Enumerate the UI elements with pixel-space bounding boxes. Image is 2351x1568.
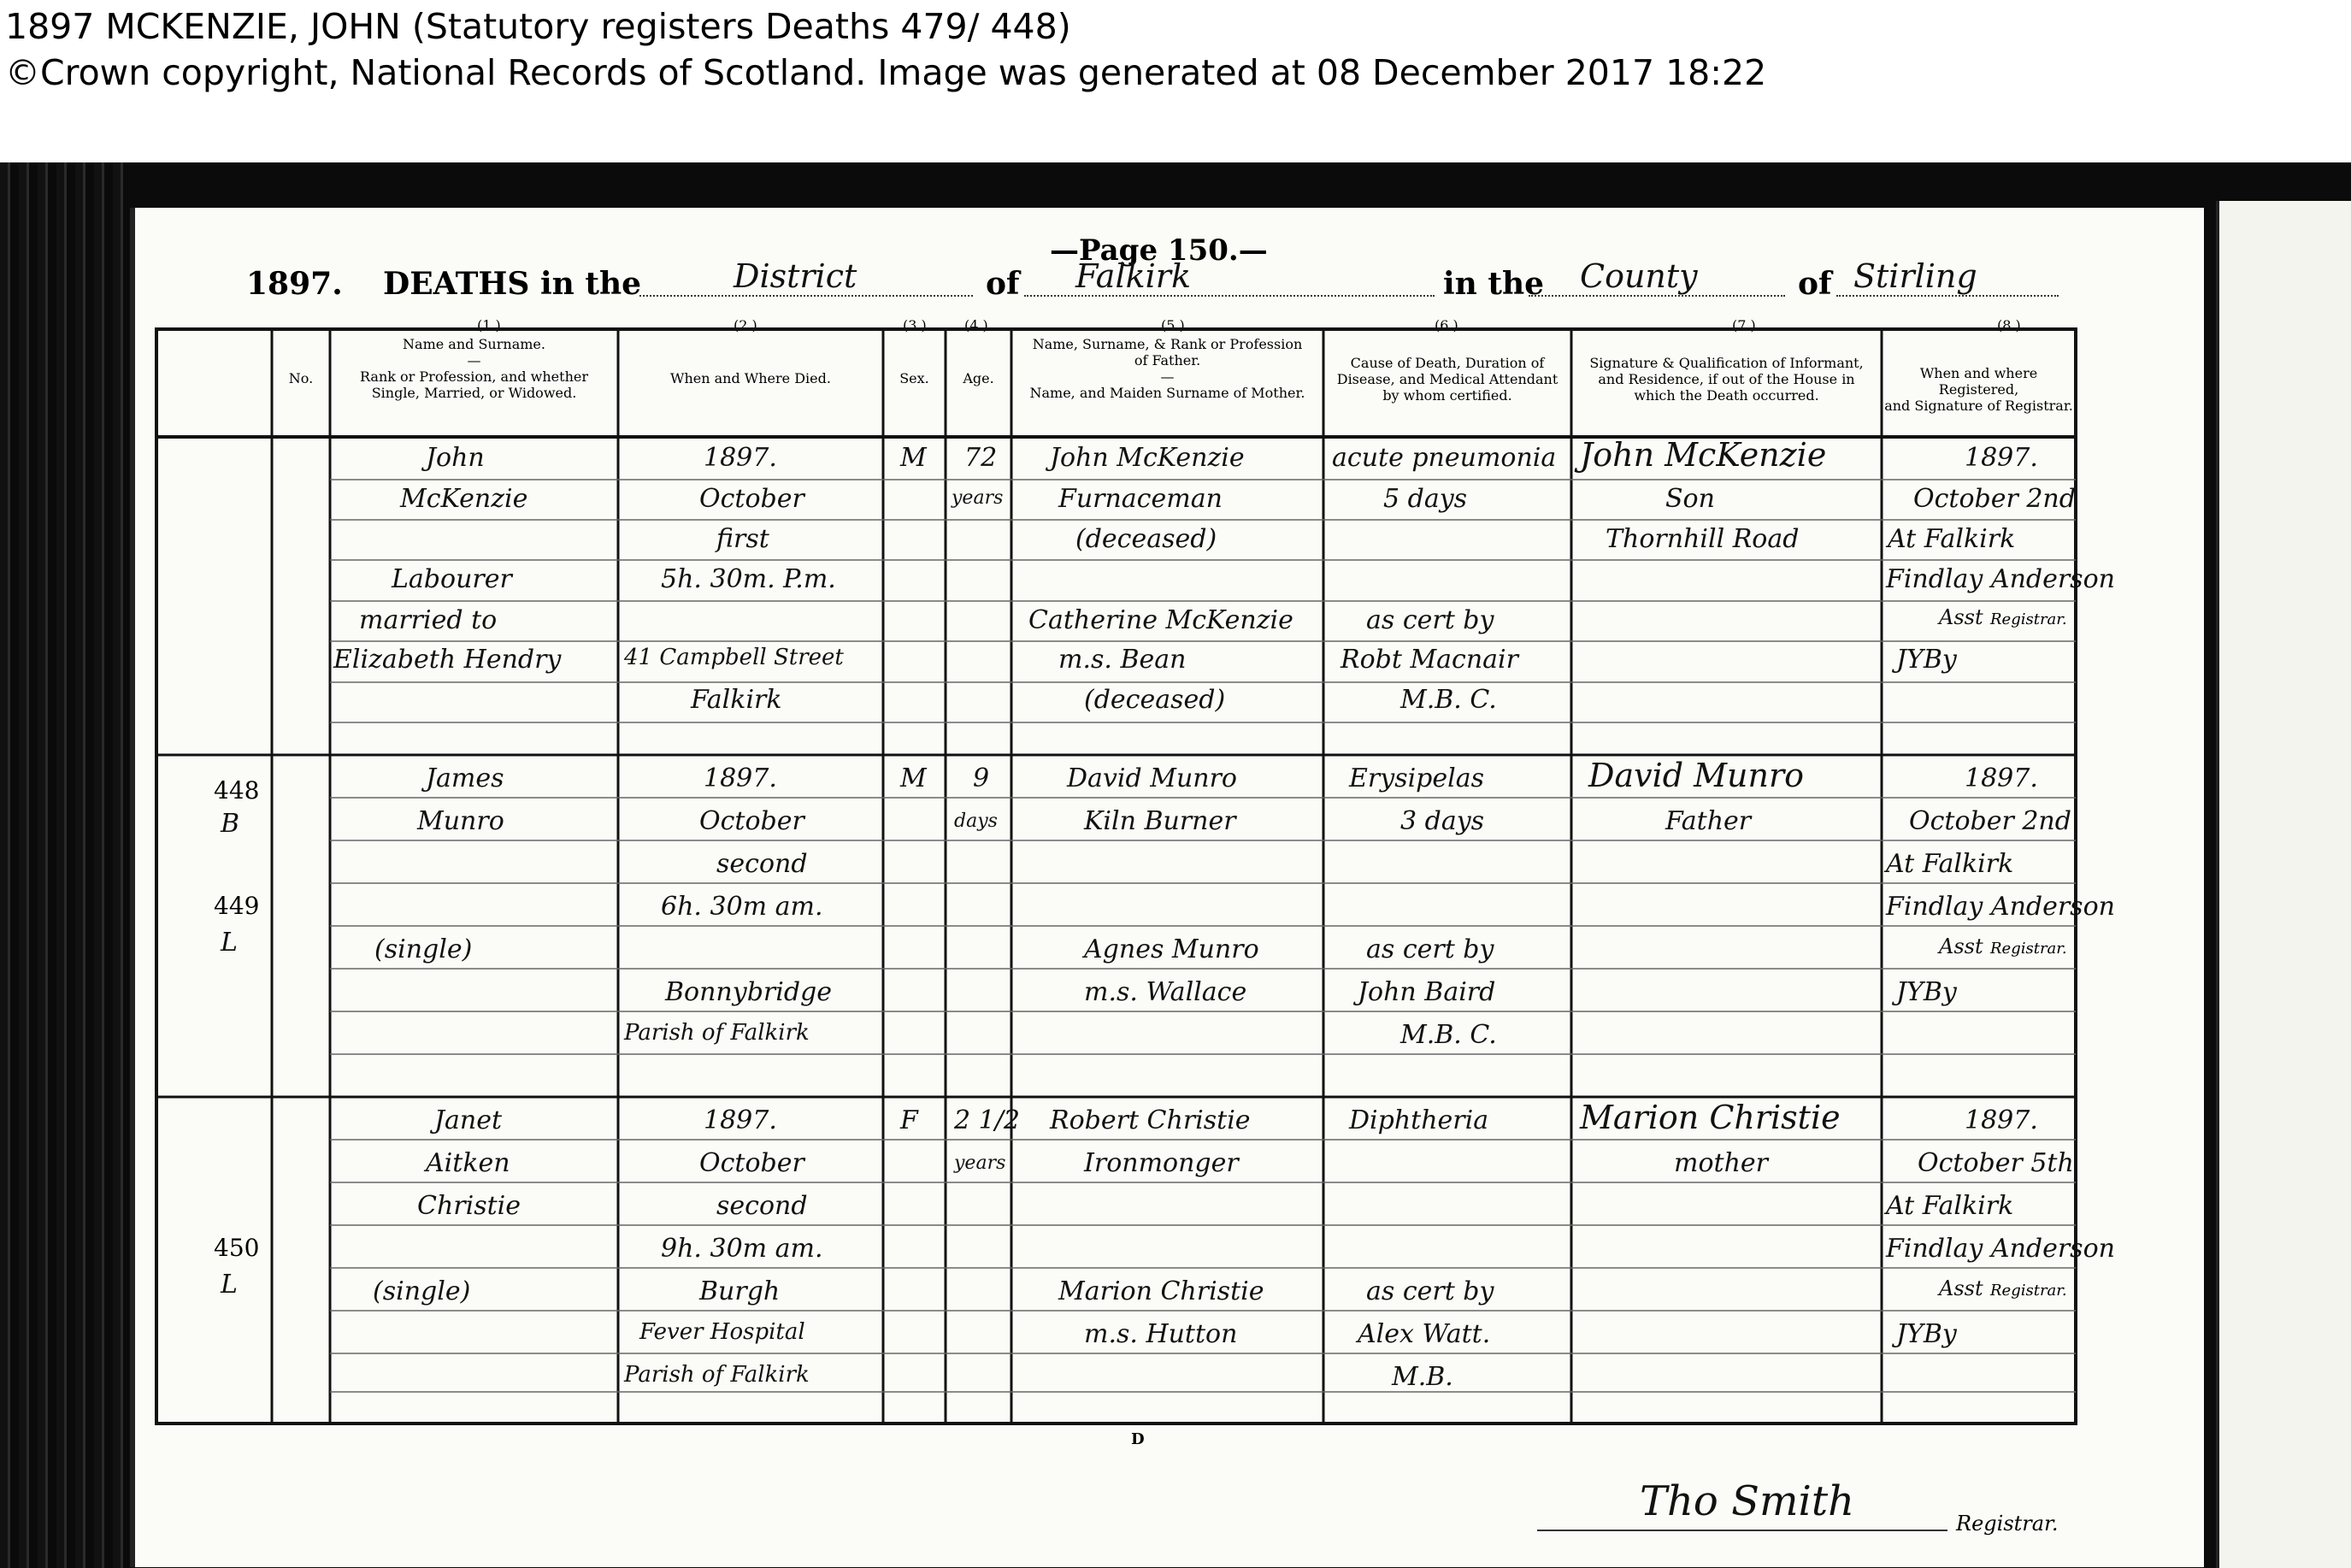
county-label-handwritten: County xyxy=(1529,257,1785,297)
informant-residence: Thornhill Road xyxy=(1606,524,1800,554)
death-place-line: Burgh xyxy=(699,1276,781,1306)
register-scan xyxy=(0,162,2351,1568)
death-date-line: 1897. xyxy=(704,443,777,473)
deaths-heading: DEATHS in the xyxy=(383,266,642,302)
column-number: (4.) xyxy=(964,317,988,333)
death-date-line: second xyxy=(716,1191,808,1221)
father-status: (deceased) xyxy=(1075,524,1217,554)
cause-of-death: acute pneumonia xyxy=(1332,443,1557,473)
registrar-label: Registrar. xyxy=(1990,1282,2067,1300)
registration-place: At Falkirk xyxy=(1886,1191,2014,1221)
entry-mark: L xyxy=(221,928,238,958)
entry-number: 449 xyxy=(214,892,260,920)
death-place-line: Bonnybridge xyxy=(665,977,832,1007)
deceased-marital-status: (single) xyxy=(374,934,473,964)
entry-mark: L xyxy=(221,1270,238,1300)
age-unit: years xyxy=(954,1152,1006,1174)
registration-date: October 2nd xyxy=(1909,806,2071,836)
medical-qualification: M.B. C. xyxy=(1400,1020,1497,1050)
mother-maiden-surname: m.s. Wallace xyxy=(1084,977,1247,1007)
of-label-2: of xyxy=(1798,266,1832,302)
entry-number: 450 xyxy=(214,1234,260,1262)
informant-signature: David Munro xyxy=(1588,757,1805,794)
father-profession: Kiln Burner xyxy=(1084,806,1236,836)
cause-duration: 3 days xyxy=(1400,806,1485,836)
column-header-age: Age. xyxy=(963,370,994,386)
column-number: (7.) xyxy=(1732,317,1756,333)
cause-of-death: Diphtheria xyxy=(1349,1105,1489,1135)
sex: F xyxy=(900,1105,918,1135)
informant-qualification: Father xyxy=(1665,806,1752,836)
column-header-no: No. xyxy=(288,370,314,386)
caption-copyright: ©Crown copyright, National Records of Scotland. Image was generated at 08 December 2017 18:22 xyxy=(5,52,1767,93)
deceased-name-line: Munro xyxy=(417,806,504,836)
age-value: 2 1/2 xyxy=(954,1105,1020,1135)
footer-mark: D xyxy=(1131,1430,1145,1448)
deceased-name-line: James xyxy=(426,763,504,793)
mother-maiden-surname: m.s. Hutton xyxy=(1084,1319,1238,1349)
medical-qualification: M.B. xyxy=(1392,1362,1453,1392)
father-profession: Furnaceman xyxy=(1058,484,1223,514)
death-date-line: October xyxy=(699,1148,804,1178)
sex: M xyxy=(900,443,927,473)
registration-date: October 5th xyxy=(1918,1148,2074,1178)
column-number: (2.) xyxy=(734,317,757,333)
register-year: 1897. xyxy=(246,266,343,302)
death-date-line: 1897. xyxy=(704,1105,777,1135)
district-name: Falkirk xyxy=(1024,257,1435,297)
informant-qualification: mother xyxy=(1674,1148,1768,1178)
in-the-label: in the xyxy=(1443,266,1545,302)
mother-name: Catherine McKenzie xyxy=(1028,605,1293,635)
column-number: (8.) xyxy=(1997,317,2021,333)
county-name: Stirling xyxy=(1836,257,2059,297)
father-name: David Munro xyxy=(1067,763,1237,793)
registration-year: 1897. xyxy=(1965,763,2038,793)
registrar-signature: Findlay Anderson xyxy=(1886,564,2115,594)
father-name: John McKenzie xyxy=(1050,443,1245,473)
registrar-signature: Findlay Anderson xyxy=(1886,892,2115,922)
register-page xyxy=(130,208,2204,1567)
medical-qualification: M.B. C. xyxy=(1400,685,1497,715)
death-date-line: 1897. xyxy=(704,763,777,793)
father-name: Robert Christie xyxy=(1050,1105,1251,1135)
deceased-marital-status: married to xyxy=(359,605,498,635)
column-header-when-where: When and Where Died. xyxy=(670,370,831,386)
registrar-signature: Findlay Anderson xyxy=(1886,1234,2115,1264)
deceased-rank: Labourer xyxy=(392,564,512,594)
mother-maiden-surname: m.s. Bean xyxy=(1058,645,1187,675)
image-caption xyxy=(5,3,1766,96)
registrar-assistant: Asst xyxy=(1939,1276,1983,1300)
mother-status: (deceased) xyxy=(1084,685,1226,715)
district-label-handwritten: District xyxy=(639,257,973,297)
entry-number: 448 xyxy=(214,776,260,805)
informant-signature: Marion Christie xyxy=(1580,1099,1841,1136)
death-time: 6h. 30m am. xyxy=(661,892,823,922)
cause-of-death: Erysipelas xyxy=(1349,763,1485,793)
death-date-line: second xyxy=(716,849,808,879)
certification: as cert by xyxy=(1366,934,1494,964)
column-header-sex: Sex. xyxy=(899,370,929,386)
age-unit: days xyxy=(954,811,998,832)
registration-year: 1897. xyxy=(1965,443,2038,473)
death-date-line: first xyxy=(716,524,769,554)
medical-attendant: Robt Macnair xyxy=(1340,645,1518,675)
column-number: (5.) xyxy=(1161,317,1185,333)
death-place-line: Parish of Falkirk xyxy=(624,1020,810,1046)
age-unit: years xyxy=(952,487,1004,509)
spouse-name: Elizabeth Hendry xyxy=(333,645,562,675)
registration-date: October 2nd xyxy=(1913,484,2076,514)
entry-mark: B xyxy=(221,809,240,839)
registrar-assistant: Asst xyxy=(1939,934,1983,958)
medical-attendant: Alex Watt. xyxy=(1358,1319,1491,1349)
deceased-name-line: John xyxy=(426,443,485,473)
death-place-line: 41 Campbell Street xyxy=(624,645,844,670)
certification: as cert by xyxy=(1366,1276,1494,1306)
death-date-line: October xyxy=(699,806,804,836)
medical-attendant: John Baird xyxy=(1358,977,1496,1007)
death-place-line: Parish of Falkirk xyxy=(624,1362,810,1388)
page-number: —Page 150.— xyxy=(1050,233,1268,268)
registrar-assistant: Asst xyxy=(1939,605,1983,629)
deceased-name-line: Christie xyxy=(417,1191,521,1221)
sex: M xyxy=(900,763,927,793)
registrar-label: Registrar. xyxy=(1990,940,2067,958)
death-place-line: Fever Hospital xyxy=(639,1319,805,1345)
column-number: (6.) xyxy=(1435,317,1458,333)
column-header-name: Name and Surname. — Rank or Profession, and whether Single, Married, or Widowed. xyxy=(360,336,588,401)
deceased-name-line: Aitken xyxy=(426,1148,510,1178)
informant-signature: John McKenzie xyxy=(1580,436,1827,474)
column-number: (1.) xyxy=(477,317,501,333)
column-number: (3.) xyxy=(903,317,927,333)
certification: as cert by xyxy=(1366,605,1494,635)
death-place-line: Falkirk xyxy=(691,685,782,715)
registration-place: At Falkirk xyxy=(1888,524,2016,554)
registrar-initials: JYBy xyxy=(1896,645,1957,675)
column-header-registered: When and where Registered, and Signature of Registrar. xyxy=(1884,365,2073,414)
column-header-cause: Cause of Death, Duration of Disease, and Medical Attendant by whom certified. xyxy=(1336,355,1558,404)
father-profession: Ironmonger xyxy=(1084,1148,1239,1178)
mother-name: Marion Christie xyxy=(1058,1276,1264,1306)
registration-year: 1897. xyxy=(1965,1105,2038,1135)
registrar-final-label: Registrar. xyxy=(1956,1512,2059,1536)
registrar-initials: JYBy xyxy=(1896,1319,1957,1349)
of-label: of xyxy=(986,266,1020,302)
deceased-marital-status: (single) xyxy=(373,1276,471,1306)
registrar-initials: JYBy xyxy=(1896,977,1957,1007)
registrar-final-signature: Tho Smith xyxy=(1640,1477,1855,1525)
death-date-line: October xyxy=(699,484,804,514)
scan-edge xyxy=(0,162,128,1568)
cause-duration: 5 days xyxy=(1383,484,1468,514)
death-time: 9h. 30m am. xyxy=(661,1234,823,1264)
caption-title: 1897 MCKENZIE, JOHN (Statutory registers Deaths 479/ 448) xyxy=(5,6,1071,47)
mother-name: Agnes Munro xyxy=(1084,934,1259,964)
registration-place: At Falkirk xyxy=(1886,849,2014,879)
registrar-label: Registrar. xyxy=(1990,610,2067,628)
informant-qualification: Son xyxy=(1665,484,1715,514)
age-value: 9 xyxy=(973,763,990,793)
deceased-name-line: McKenzie xyxy=(400,484,528,514)
age-value: 72 xyxy=(964,443,998,473)
adjacent-page xyxy=(2216,201,2351,1568)
death-time: 5h. 30m. P.m. xyxy=(661,564,836,594)
column-header-father-mother: Name, Surname, & Rank or Profession of Father. — Name, and Maiden Surname of Mother. xyxy=(1029,336,1305,401)
deceased-name-line: Janet xyxy=(434,1105,503,1135)
column-header-informant: Signature & Qualification of Informant, and Residence, if out of the House in which the Death occurred. xyxy=(1589,355,1864,404)
